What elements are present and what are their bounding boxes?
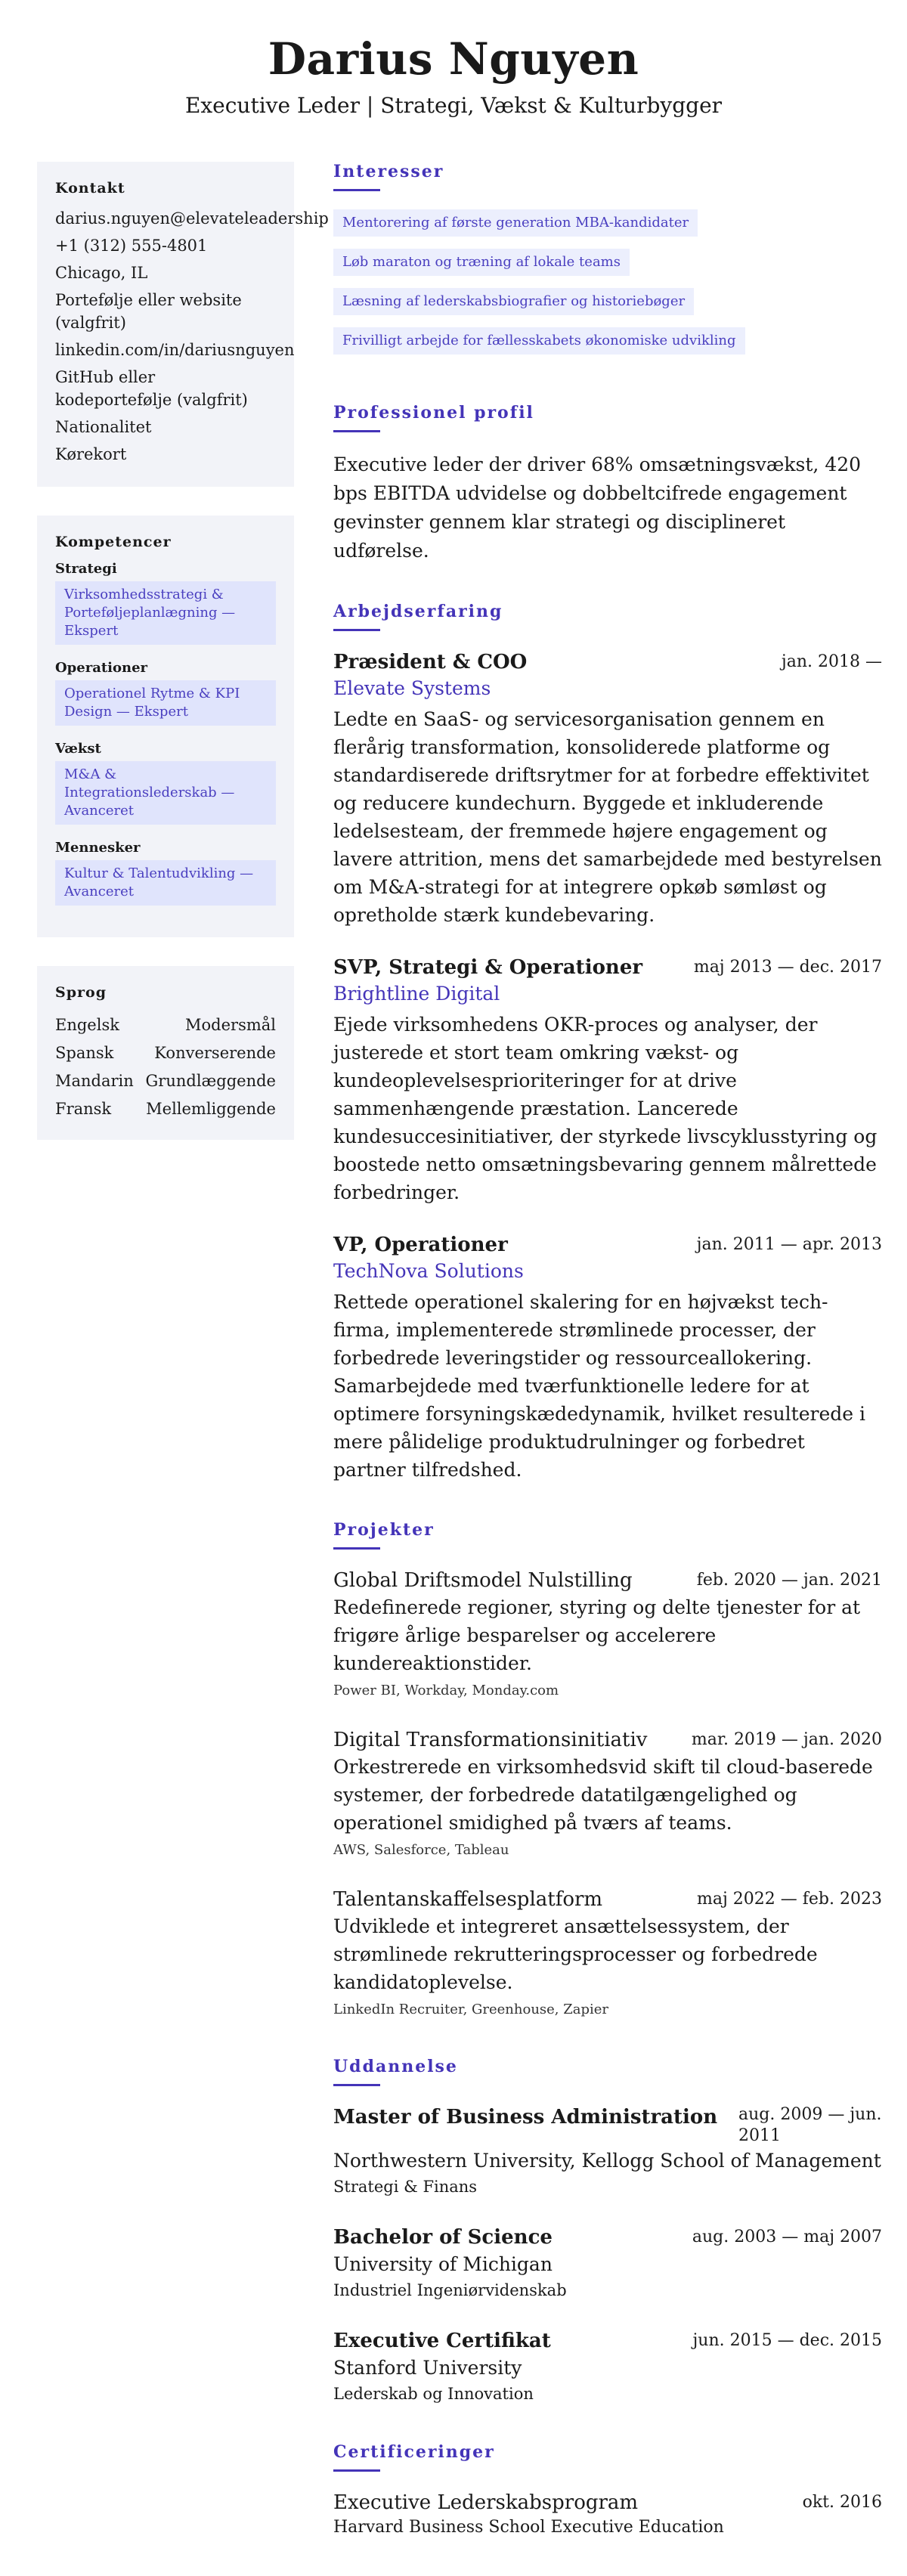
language-name: Mandarin: [55, 1072, 134, 1090]
job-description: Ledte en SaaS- og servicesorganisation gennem en flerårig transformation, konsoliderede platforme og standardiserede driftsrytmer for at forbedre effektivitet og reducere kundechurn. Byggede et inkluderende ledelsesteam, der fremmede højere engagement og lavere attrition, mens det samarbejdede med bestyrelsen om M&A-strategi for at integrere opkøb sømløst og opretholde stærk kundebevaring.: [333, 708, 882, 926]
contact-email[interactable]: darius.nguyen@elevateleadership: [55, 209, 329, 228]
skill-group: [55, 741, 276, 825]
project-tech: AWS, Salesforce, Tableau: [333, 1842, 509, 1858]
contact-website[interactable]: Portefølje eller website (valgfrit): [55, 291, 242, 332]
skill-tag: Virksomhedsstrategi & Porteføljeplanlægning — Ekspert: [55, 581, 276, 645]
project-title: Talentanskaffelsesplatform: [333, 1888, 603, 1911]
project-date: feb. 2020 — jan. 2021: [696, 1571, 882, 1590]
language-row: [55, 1095, 276, 1123]
profile-summary: Executive leder der driver 68% omsætningsvækst, 420 bps EBITDA udvidelse og dobbeltcifrede engagement gevinster gennem klar strategi og disciplineret udførelse.: [333, 454, 862, 562]
contact-title: Kontakt: [55, 180, 125, 197]
projects-title: Projekter: [333, 1520, 435, 1540]
languages-title: Sprog: [55, 984, 107, 1001]
project-date: maj 2022 — feb. 2023: [697, 1890, 882, 1909]
project-date: mar. 2019 — jan. 2020: [691, 1730, 882, 1749]
language-row: [55, 1067, 276, 1095]
project-title: Digital Transformationsinitiativ: [333, 1729, 648, 1751]
certification-title: Executive Lederskabsprogram: [333, 2491, 639, 2514]
experience-entry: [333, 649, 882, 929]
job-title: SVP, Strategi & Operationer: [333, 956, 643, 979]
education-date: aug. 2003 — maj 2007: [692, 2228, 882, 2246]
language-level: Konverserende: [154, 1044, 276, 1062]
candidate-name: Darius Nguyen: [268, 33, 639, 85]
language-name: Fransk: [55, 1100, 112, 1118]
interest-tag: Læsning af lederskabsbiografier og historiebøger: [333, 288, 694, 315]
education-section: [333, 2057, 882, 2406]
skill-tag: Kultur & Talentudvikling — Avanceret: [55, 860, 276, 906]
interest-tag: Løb maraton og træning af lokale teams: [333, 249, 630, 276]
sidebar: [37, 162, 329, 2576]
skill-group: [55, 660, 276, 726]
section-rule: [333, 2084, 380, 2086]
degree-title: Executive Certifikat: [333, 2330, 551, 2352]
profile-section: [333, 403, 882, 565]
certification-entry: [333, 2490, 882, 2540]
project-tech: Power BI, Workday, Monday.com: [333, 1683, 559, 1698]
experience-title: Arbejdserfaring: [333, 602, 503, 621]
language-name: Engelsk: [55, 1016, 119, 1034]
language-level: Grundlæggende: [145, 1072, 276, 1090]
experience-entry: [333, 1232, 882, 1484]
job-date: maj 2013 — dec. 2017: [693, 958, 882, 977]
degree-title: Master of Business Administration: [333, 2106, 718, 2129]
language-row: [55, 1039, 276, 1067]
language-level: Modersmål: [185, 1016, 276, 1034]
school-name: University of Michigan: [333, 2253, 553, 2275]
project-entry: [333, 1568, 882, 1701]
interest-tag: Mentorering af første generation MBA-kandidater: [333, 209, 698, 237]
experience-entry: [333, 955, 882, 1206]
skill-group-name: Vækst: [55, 741, 101, 757]
education-title: Uddannelse: [333, 2057, 458, 2076]
job-company: Elevate Systems: [333, 677, 491, 699]
school-name: Northwestern University, Kellogg School of Management: [333, 2150, 881, 2172]
field-of-study: Strategi & Finans: [333, 2178, 478, 2196]
language-level: Mellemliggende: [146, 1100, 276, 1118]
certification-date: okt. 2016: [802, 2493, 882, 2512]
contact-location: Chicago, IL: [55, 264, 148, 282]
job-date: jan. 2011 — apr. 2013: [696, 1235, 882, 1254]
education-entry: [333, 2328, 882, 2406]
education-entry: [333, 2104, 882, 2199]
contact-box: [37, 162, 329, 487]
school-name: Stanford University: [333, 2357, 522, 2379]
project-entry: [333, 1887, 882, 2020]
languages-box: [37, 966, 294, 1140]
project-tech: LinkedIn Recruiter, Greenhouse, Zapier: [333, 2002, 609, 2017]
language-row: [55, 1011, 276, 1039]
certifications-title: Certificeringer: [333, 2442, 495, 2462]
resume-header: [0, 0, 907, 119]
interests-section: [333, 162, 882, 367]
resume-columns: [0, 162, 907, 2576]
degree-title: Bachelor of Science: [333, 2226, 553, 2249]
skills-box: [37, 516, 294, 937]
profile-title: Professionel profil: [333, 403, 534, 423]
skills-title: Kompetencer: [55, 534, 172, 550]
job-company: Brightline Digital: [333, 983, 500, 1005]
skill-tag: M&A & Integrationslederskab — Avanceret: [55, 761, 276, 825]
project-description: Redefinerede regioner, styring og delte tjenester for at frigøre årlige besparelser og accelerere kundereaktionstider.: [333, 1596, 861, 1674]
projects-section: [333, 1520, 882, 2020]
job-title: Præsident & COO: [333, 651, 528, 673]
job-title: VP, Operationer: [333, 1234, 508, 1256]
contact-nationality: Nationalitet: [55, 418, 152, 436]
project-title: Global Driftsmodel Nulstilling: [333, 1569, 633, 1592]
education-entry: [333, 2225, 882, 2302]
skill-group-name: Mennesker: [55, 840, 141, 856]
experience-section: [333, 602, 882, 1484]
section-rule: [333, 430, 380, 432]
certification-issuer: Harvard Business School Executive Education: [333, 2518, 724, 2537]
job-date: jan. 2018 —: [781, 652, 882, 671]
section-rule: [333, 2469, 380, 2472]
job-description: Ejede virksomhedens OKR-proces og analyser, der justerede et stort team omkring vækst- og kundeoplevelsesprioriteringer for at drive sammenhængende præstation. Lancerede kundesuccesinitiativer, der styrkede livscyklusstyring og boostede netto omsætningsbevaring gennem målrettede forbedringer.: [333, 1014, 878, 1203]
skill-group-name: Strategi: [55, 561, 117, 577]
education-date: aug. 2009 — jun. 2011: [738, 2105, 882, 2145]
skill-group: [55, 840, 276, 906]
education-date: jun. 2015 — dec. 2015: [692, 2331, 882, 2350]
job-company: TechNova Solutions: [333, 1260, 524, 1282]
project-entry: [333, 1727, 882, 1861]
skill-group-name: Operationer: [55, 660, 148, 676]
project-description: Orkestrerede en virksomhedsvid skift til cloud-baserede systemer, der forbedrede datatilgængelighed og operationel smidighed på tværs af teams.: [333, 1756, 873, 1834]
section-rule: [333, 189, 380, 191]
main-content: [333, 162, 882, 2576]
field-of-study: Lederskab og Innovation: [333, 2385, 534, 2403]
field-of-study: Industriel Ingeniørvidenskab: [333, 2281, 567, 2299]
contact-license: Kørekort: [55, 445, 127, 463]
section-rule: [333, 1547, 380, 1550]
language-name: Spansk: [55, 1044, 114, 1062]
skill-group: [55, 561, 276, 645]
contact-phone[interactable]: +1 (312) 555-4801: [55, 237, 208, 255]
contact-github[interactable]: GitHub eller kodeportefølje (valgfrit): [55, 368, 248, 409]
interests-title: Interesser: [333, 162, 444, 181]
skill-tag: Operationel Rytme & KPI Design — Ekspert: [55, 680, 276, 726]
certifications-section: [333, 2442, 882, 2540]
section-rule: [333, 629, 380, 631]
job-description: Rettede operationel skalering for en højvækst tech-firma, implementerede strømlinede processer, der forbedrede leveringstider og ressourceallokering. Samarbejdede med tværfunktionelle ledere for at optimere forsyningskædedynamik, hvilket resulterede i mere pålidelige produktudrulninger og forbedret partner tilfredshed.: [333, 1291, 866, 1481]
candidate-headline: Executive Leder | Strategi, Vækst & Kulturbygger: [184, 93, 723, 118]
project-description: Udviklede et integreret ansættelsessystem, der strømlinede rekrutteringsprocesser og forbedrede kandidatoplevelse.: [333, 1915, 818, 1993]
contact-linkedin[interactable]: linkedin.com/in/dariusnguyen: [55, 341, 295, 359]
interest-tag: Frivilligt arbejde for fællesskabets økonomiske udvikling: [333, 327, 745, 355]
